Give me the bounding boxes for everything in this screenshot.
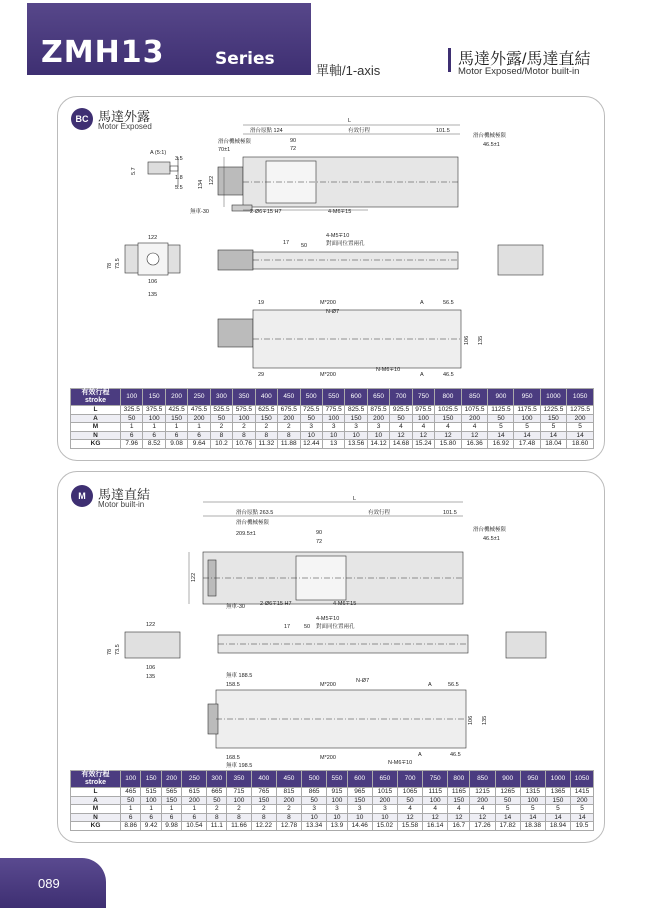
- side-view: [218, 632, 546, 658]
- table-row: L 325.5 375.5 425.5 475.5 525.5 575.5 625.5 675.5 725.5 775.5 825.5 875.5 925.5 975.5 1025.5 1075.5 1125.5 1175.5 1225.5 1275.5: [71, 406, 594, 415]
- dim-end-122: 122: [148, 235, 158, 241]
- dim-b-nm6: N-M6∓10: [376, 367, 401, 373]
- dim-b-m200-lower: M*200: [320, 372, 336, 378]
- dim-b-n7: N-Ø7: [326, 309, 340, 315]
- dim-limit-right-value: 46.5±1: [483, 142, 500, 148]
- dim-stroke-label: 有效行程: [348, 128, 371, 134]
- dim-b-a: A: [420, 300, 424, 306]
- dim-origin: 滑台原點 124: [250, 128, 283, 134]
- dim-end-106: 106: [146, 665, 156, 671]
- dim-end-106: 106: [148, 279, 158, 285]
- page-number-tab: [0, 858, 106, 908]
- dim-5-7: 5.7: [131, 167, 137, 175]
- dim-b-nm6: N-M6∓10: [388, 760, 413, 766]
- dim-90: 90: [316, 530, 323, 536]
- side-view: [218, 245, 543, 275]
- model-name: ZMH13: [41, 35, 165, 70]
- dim-end-122: 122: [146, 622, 156, 628]
- dim-5-5: 5.5: [175, 185, 183, 191]
- dim-17: 17: [283, 240, 290, 246]
- table-row: N 6 6 6 6 8 8 8 8 10 10 10 10 12 12 12 12 14 14 14 14: [71, 813, 594, 822]
- dim-end-135: 135: [146, 674, 156, 680]
- dim-total-length: L: [353, 496, 357, 502]
- table-row: L 465 515 565 615 665 715 765 815 865 915 965 1015 1065 1115 1165 1215 1265 1315 1365 1415: [71, 788, 594, 797]
- dim-b-m200-lower: M*200: [320, 755, 336, 761]
- dim-end-78: 78: [107, 648, 113, 655]
- dim-b-168-5: 168.5: [226, 755, 240, 761]
- dim-stroke-label: 有效行程: [368, 510, 391, 516]
- dim-122: 122: [209, 175, 215, 185]
- dim-limit-left-value: 70±1: [218, 147, 231, 153]
- dim-122: 122: [191, 572, 197, 582]
- detail-a-view: [148, 157, 178, 187]
- dim-b-a: A: [428, 682, 432, 688]
- dim-opposite-holes: 對面同位置兩孔: [316, 624, 355, 630]
- section-title-en: Motor built-in: [98, 500, 145, 509]
- dim-b-46-5: 46.5: [450, 752, 461, 758]
- dim-b-wu-198-5: 無車 198.5: [226, 763, 253, 768]
- end-view: [125, 243, 180, 275]
- dim-m5-holes: 4-M5∓10: [326, 233, 350, 239]
- page-title-en: Motor Exposed/Motor built-in: [458, 66, 580, 77]
- table-row: M 1 1 1 1 2 2 2 2 3 3 3 3 4 4 4 4 5 5 5 5: [71, 805, 594, 814]
- table-header-label: 有效行程 stroke: [71, 771, 121, 788]
- section-title-zh: 馬達直結: [98, 487, 151, 502]
- table-row: M 1 1 1 1 2 2 2 2 3 3 3 3 4 4 4 4 5 5 5 5: [71, 423, 594, 432]
- dim-90: 90: [290, 138, 297, 144]
- section-title-en: Motor Exposed: [98, 122, 152, 131]
- technical-drawing-motor-exposed: [58, 97, 606, 387]
- dim-134: 134: [198, 179, 204, 189]
- dim-b-n7: N-Ø7: [356, 678, 370, 684]
- table-header-label: 有效行程 stroke: [71, 389, 121, 406]
- dim-b-106: 106: [468, 715, 474, 725]
- section-badge: BC: [71, 108, 93, 130]
- dim-17: 17: [284, 624, 291, 630]
- table-row: KG 7.96 8.52 9.08 9.64 10.2 10.76 11.32 11.88 12.44 13 13.56 14.12 14.68 15.24 15.80 16.36 16.92 17.48 18.04 18.60: [71, 440, 594, 449]
- dim-1-8: 1.8: [175, 175, 183, 181]
- dim-50: 50: [301, 243, 308, 249]
- bottom-view: [208, 690, 466, 748]
- dim-a-view: A (5:1): [150, 150, 167, 156]
- dim-pin-holes: 2-Ø6∓15 H7: [260, 601, 292, 607]
- top-view-body: [203, 552, 463, 604]
- dim-b-56-5: 56.5: [443, 300, 454, 306]
- top-view-body: [218, 157, 458, 211]
- series-label: Series: [215, 49, 275, 69]
- dim-end-135: 135: [148, 292, 158, 298]
- section-badge: M: [71, 485, 93, 507]
- title-accent-bar: [448, 48, 451, 72]
- technical-drawing-motor-built-in: [58, 472, 606, 768]
- dim-50: 50: [304, 624, 311, 630]
- dim-b-m200: M*200: [320, 300, 336, 306]
- dim-72: 72: [290, 146, 297, 152]
- dim-end-73-5: 73.5: [115, 258, 121, 269]
- dim-pin-holes: 2-Ø6∓15 H7: [250, 209, 282, 215]
- dim-b-106: 106: [464, 335, 470, 345]
- dim-3-5: 3.5: [175, 156, 183, 162]
- dim-101-5: 101.5: [436, 128, 450, 134]
- page-number: 089: [38, 876, 60, 891]
- spec-table-motor-exposed: 有效行程 stroke 100 150 200 250 300 350 400 450 500 550 600 650 700 750 800 850 900 950 1000 1050 L 325.5 375.5 425.5 475.5 525.5 575.5 625.5 675.5 725.5 775.5 825.5 875.5 925.5 975.5 1025.5 1075.5 1125.5 1175.5 1225.5 1275.5 A 50 100 150 200 50 100 150 200 50 100 150 200 50 100 150 200 50 100 150 200 M 1 1 1 1 2 2 2 2 3 3 3 3 4 4 4 4 5 5 5 5 N 6 6 6 6 8 8 8 8 10 10 10 10 12 12 12 12 14 14 14 14 KG 7.96 8.52 9.08 9.64 10.2 10.76 11.32 11.88 12.44 13 13.56 14.12 14.68 15.24 15.80 16.36 16.92 17.48 18.04 18.60: [70, 388, 594, 449]
- dim-b-56-5: 56.5: [448, 682, 459, 688]
- dim-limit-right: 滑台機械極限: [473, 527, 507, 533]
- dim-b-19: 19: [258, 300, 265, 306]
- dim-origin: 滑台原點 263.5: [236, 510, 274, 516]
- dim-end-73-5: 73.5: [115, 644, 121, 655]
- dim-b-a-lower: A: [418, 752, 422, 758]
- dim-b-29: 29: [258, 372, 265, 378]
- dim-limit-left: 滑台機械極限: [218, 139, 252, 145]
- end-view: [125, 632, 180, 658]
- table-row: A 50 100 150 200 50 100 150 200 50 100 150 200 50 100 150 200 50 100 150 200: [71, 414, 594, 423]
- dim-b-158-5: 158.5: [226, 682, 240, 688]
- dim-end-78: 78: [107, 262, 113, 269]
- dim-limit-left: 滑台機械極限: [236, 520, 270, 526]
- dim-wu-30: 無車-30: [190, 209, 209, 215]
- dim-b-m200: M*200: [320, 682, 336, 688]
- section-motor-built-in: [57, 471, 605, 843]
- section-motor-exposed: [57, 96, 605, 461]
- dim-m5-holes: 4-M5∓10: [316, 616, 340, 622]
- page-title-zh: 馬達外露/馬達直結: [458, 51, 591, 68]
- series-header-tab: [27, 3, 311, 75]
- dim-m6-holes: 4-M6∓15: [333, 601, 357, 607]
- dim-limit-right: 滑台機械極限: [473, 133, 507, 139]
- dim-total-length: L: [348, 118, 352, 124]
- dim-b-a-lower: A: [420, 372, 424, 378]
- dim-72: 72: [316, 539, 323, 545]
- dim-m6-holes: 4-M6∓15: [328, 209, 352, 215]
- section-title-zh: 馬達外露: [98, 109, 151, 124]
- table-row: KG 8.86 9.42 9.98 10.54 11.1 11.66 12.22 12.78 13.34 13.9 14.46 15.02 15.58 16.14 16.7 17.26 17.82 18.38 18.94 19.5: [71, 822, 594, 831]
- axis-label: 單軸/1-axis: [316, 63, 381, 78]
- dim-b-135: 135: [482, 715, 488, 725]
- dim-limit-right-value: 46.5±1: [483, 536, 500, 542]
- dim-opposite-holes: 對面同位置兩孔: [326, 241, 365, 247]
- dim-wu-30: 無車-30: [226, 604, 245, 610]
- dim-b-wu-188-5: 無車 188.5: [226, 673, 253, 679]
- dim-b-46-5: 46.5: [443, 372, 454, 378]
- dim-101-5: 101.5: [443, 510, 457, 516]
- table-row: A 50 100 150 200 50 100 150 200 50 100 150 200 50 100 150 200 50 100 150 200: [71, 796, 594, 805]
- dim-limit-left-value: 209.5±1: [236, 531, 256, 537]
- bottom-view: [218, 310, 461, 368]
- spec-table-motor-built-in: 有效行程 stroke 100 150 200 250 300 350 400 450 500 550 600 650 700 750 800 850 900 950 1000 1050 L 465 515 565 615 665 715 765 815 865 915 965 1015 1065 1115 1165 1215 1265 1315 1365 1415 A 50 100 150 200 50 100 150 200 50 100 150 200 50 100 150 200 50 100 150 200 M 1 1 1 1 2 2 2 2 3 3 3 3 4 4 4 4 5 5 5 5 N 6 6 6 6 8 8 8 8 10 10 10 10 12 12 12 12 14 14 14 14 KG 8.86 9.42 9.98 10.54 11.1 11.66 12.22 12.78 13.34 13.9 14.46 15.02 15.58 16.14 16.7 17.26 17.82 18.38 18.94 19.5: [70, 770, 594, 831]
- dim-b-135: 135: [478, 335, 484, 345]
- table-row: N 6 6 6 6 8 8 8 8 10 10 10 10 12 12 12 12 14 14 14 14: [71, 431, 594, 440]
